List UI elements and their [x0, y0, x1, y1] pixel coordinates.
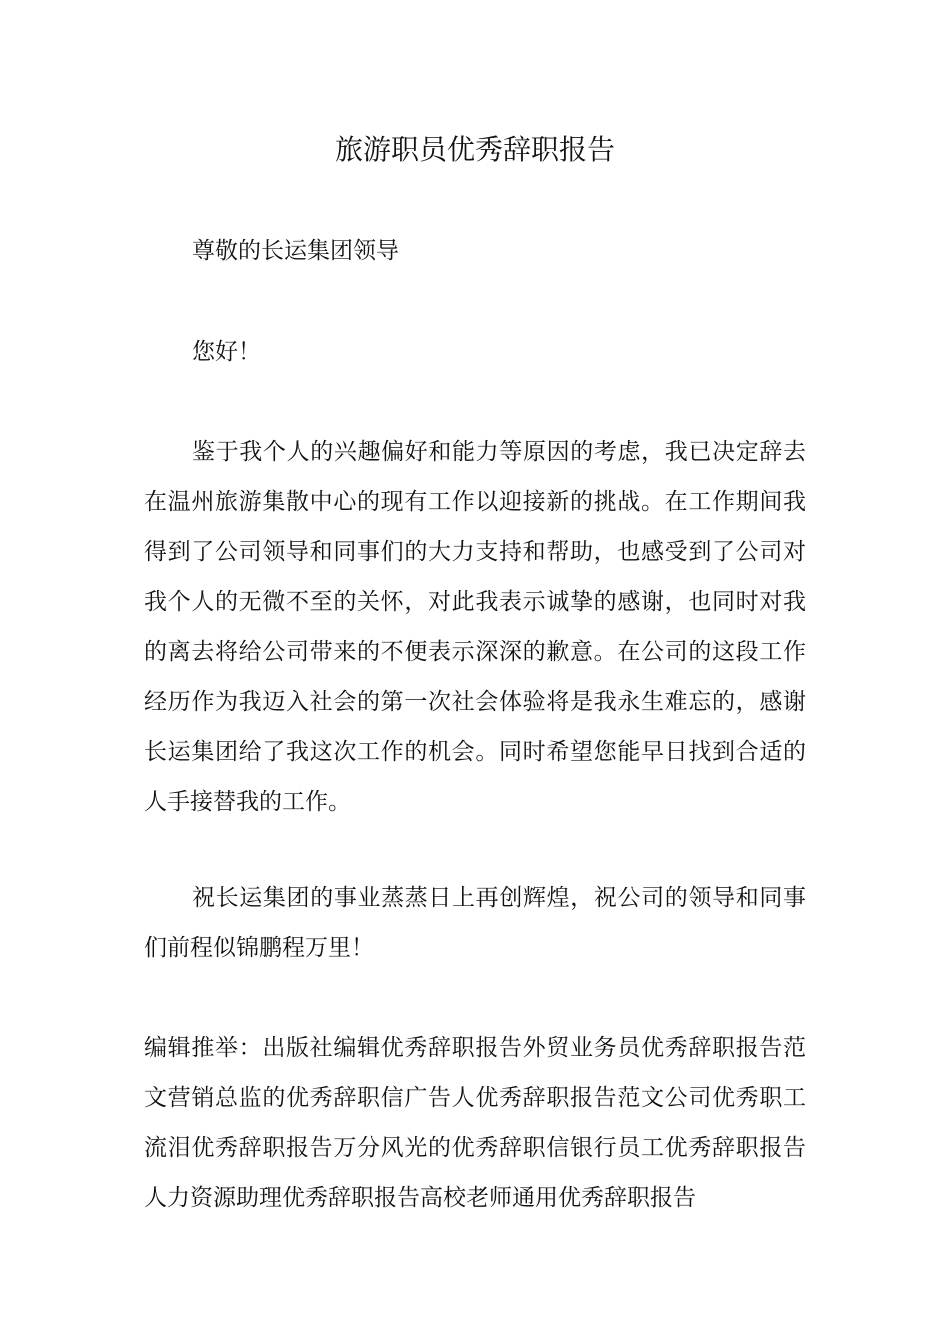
greeting: 您好！	[192, 339, 261, 365]
salutation: 尊敬的长运集团领导	[192, 238, 399, 264]
page-title: 旅游职员优秀辞职报告	[334, 133, 615, 166]
body-paragraph: 鉴于我个人的兴趣偏好和能力等原因的考虑，我已决定辞去在温州旅游集散中心的现有工作以迎接新的挑战。在工作期间我得到了公司领导和同事们的大力支持和帮助，也感受到了公司对我个人的无微不至的关怀，对此我表示诚挚的感谢，也同时对我的离去将给公司带来的不便表示深深的歉意。在公司的这段工作经历作为我迈入社会的第一次社会体验将是我永生难忘的，感谢长运集团给了我这次工作的机会。同时希望您能早日找到合适的人手接替我的工作。	[144, 439, 806, 815]
closing-paragraph: 祝长运集团的事业蒸蒸日上再创辉煌，祝公司的领导和同事们前程似锦鹏程万里！	[144, 885, 806, 961]
recommendation-paragraph: 编辑推举：出版社编辑优秀辞职报告外贸业务员优秀辞职报告范文营销总监的优秀辞职信广告人优秀辞职报告范文公司优秀职工流泪优秀辞职报告万分风光的优秀辞职信银行员工优秀辞职报告人力资源助理优秀辞职报告高校老师通用优秀辞职报告	[144, 1035, 806, 1211]
